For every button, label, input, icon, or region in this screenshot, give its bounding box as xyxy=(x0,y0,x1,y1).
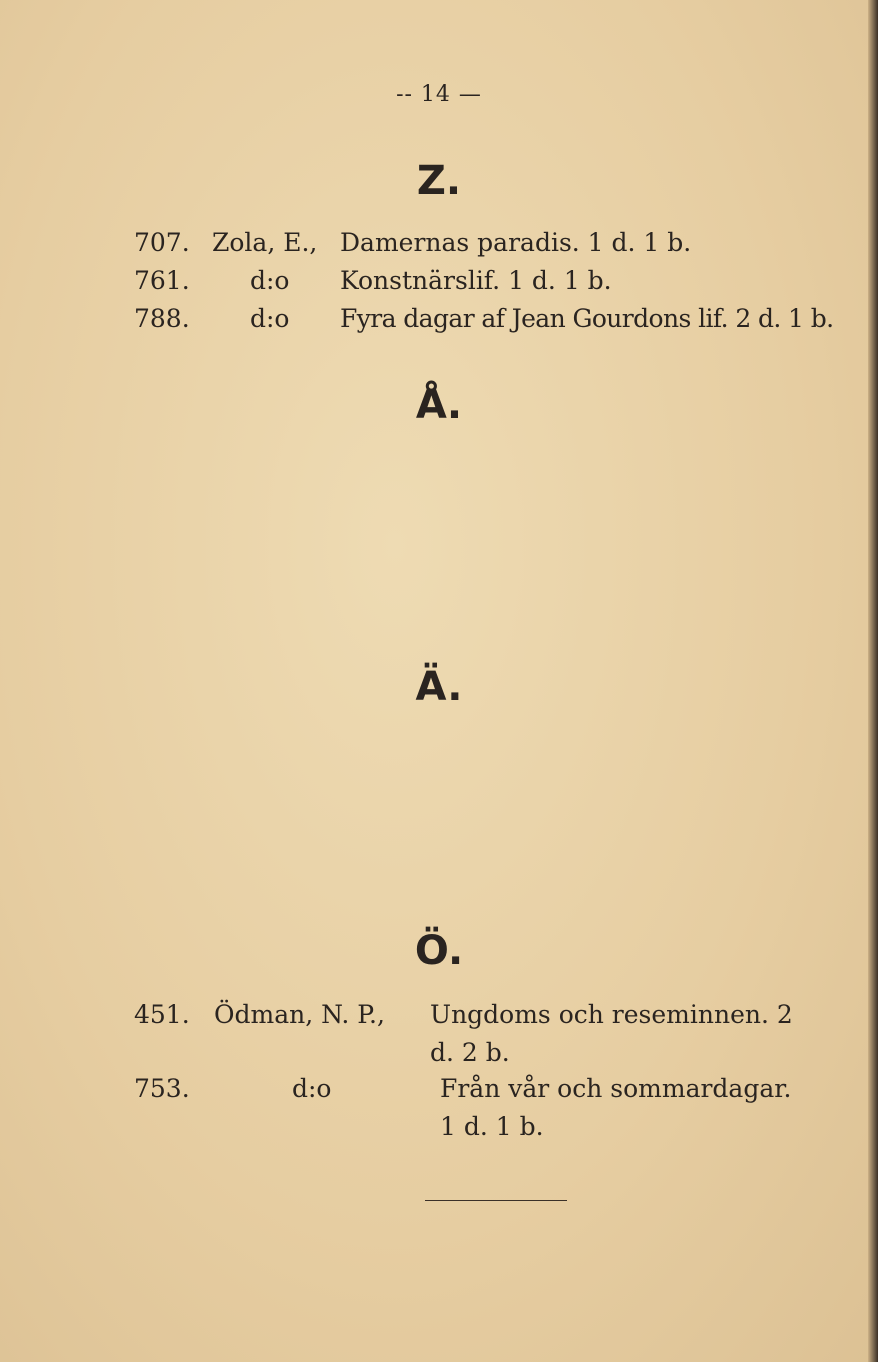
section-heading-a-umlaut: Ä. xyxy=(415,664,463,710)
section-heading-o-umlaut: Ö. xyxy=(414,928,464,974)
entry-title-continuation: d. 2 b. xyxy=(430,1038,510,1067)
entry-title: Konstnärslif. 1 d. 1 b. xyxy=(340,266,612,295)
entry-author: d:o xyxy=(250,304,290,333)
entry-number: 753. xyxy=(134,1074,190,1103)
entry-number: 761. xyxy=(134,266,190,295)
entry-title: Damernas paradis. 1 d. 1 b. xyxy=(340,228,692,257)
end-rule xyxy=(425,1200,567,1201)
entry-number: 451. xyxy=(134,1000,190,1029)
entry-author: Ödman, N. P., xyxy=(214,1000,385,1029)
entry-title: Fyra dagar af Jean Gourdons lif. 2 d. 1 b. xyxy=(340,304,834,333)
section-heading-a-ring: Å. xyxy=(415,382,463,428)
page-number: -- 14 — xyxy=(396,82,482,107)
entry-number: 788. xyxy=(134,304,190,333)
section-heading-z: Z. xyxy=(416,158,462,204)
entry-title-continuation: 1 d. 1 b. xyxy=(440,1112,544,1141)
catalog-entry xyxy=(0,228,878,260)
catalog-entry xyxy=(0,1000,878,1074)
entry-number: 707. xyxy=(134,228,190,257)
catalog-entry xyxy=(0,304,878,336)
entry-author: Zola, E., xyxy=(212,228,318,257)
entry-author: d:o xyxy=(292,1074,332,1103)
catalog-entry xyxy=(0,1074,878,1148)
entry-title: Ungdoms och reseminnen. 2 xyxy=(430,1000,793,1029)
entry-title: Från vår och sommardagar. xyxy=(440,1074,792,1103)
entry-author: d:o xyxy=(250,266,290,295)
catalog-entry xyxy=(0,266,878,298)
